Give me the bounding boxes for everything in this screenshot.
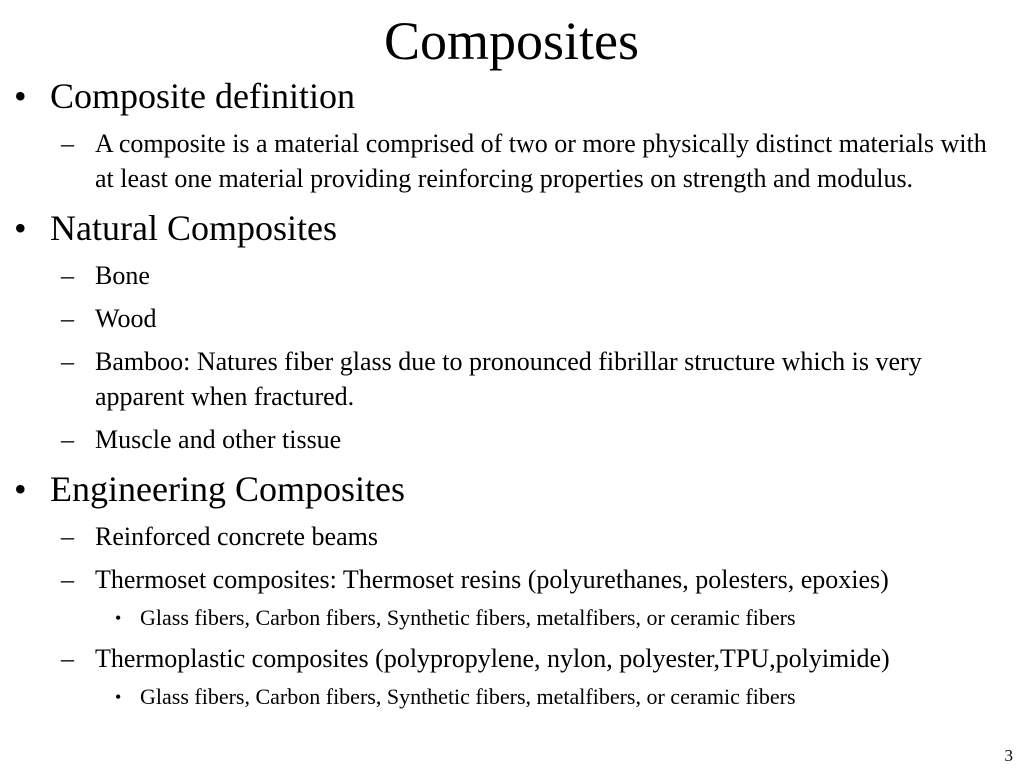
sub-bullet-text: Reinforced concrete beams bbox=[95, 522, 378, 551]
sub-bullet-text: Thermoplastic composites (polypropylene, nylon, polyester,TPU,polyimide) bbox=[95, 644, 890, 673]
bullet-engineering-composites bbox=[0, 467, 1023, 511]
sub-bullet bbox=[0, 641, 1023, 676]
sub-bullet-text: Thermoset composites: Thermoset resins (polyurethanes, polesters, epoxies) bbox=[95, 565, 889, 594]
sub-bullet-text: Bone bbox=[95, 261, 150, 290]
sub-sub-bullet-text: Glass fibers, Carbon fibers, Synthetic fibers, metalfibers, or ceramic fibers bbox=[140, 605, 796, 630]
bullet-dot-icon: • bbox=[14, 208, 27, 248]
dash-icon: – bbox=[61, 522, 74, 551]
sub-bullet bbox=[0, 258, 1023, 293]
small-bullet-dot-icon: • bbox=[115, 687, 122, 707]
bullet-dot-icon: • bbox=[14, 76, 27, 116]
sub-bullet bbox=[0, 126, 1023, 196]
page-number: 3 bbox=[1004, 746, 1013, 765]
sub-bullet bbox=[0, 301, 1023, 336]
sub-sub-bullet bbox=[0, 682, 1023, 712]
sub-sub-bullet-text: Glass fibers, Carbon fibers, Synthetic fibers, metalfibers, or ceramic fibers bbox=[140, 684, 796, 709]
dash-icon: – bbox=[61, 565, 74, 594]
sub-bullet-text: Muscle and other tissue bbox=[95, 425, 342, 454]
dash-icon: – bbox=[61, 261, 74, 290]
dash-icon: – bbox=[61, 304, 74, 333]
dash-icon: – bbox=[61, 644, 74, 673]
sub-bullet-text: A composite is a material comprised of two or more physically distinct materials with at least one material providing reinforcing properties on strength and modulus. bbox=[95, 129, 987, 193]
dash-icon: – bbox=[61, 129, 74, 158]
sub-bullet-text: Wood bbox=[95, 304, 157, 333]
sub-bullet bbox=[0, 422, 1023, 457]
dash-icon: – bbox=[61, 347, 74, 376]
bullet-heading: Engineering Composites bbox=[50, 469, 405, 509]
bullet-heading: Composite definition bbox=[50, 76, 355, 116]
bullet-natural-composites bbox=[0, 206, 1023, 250]
sub-bullet bbox=[0, 519, 1023, 554]
sub-bullet-text: Bamboo: Natures fiber glass due to pronounced fibrillar structure which is very apparent when fractured. bbox=[95, 347, 922, 411]
sub-sub-bullet bbox=[0, 603, 1023, 633]
bullet-heading: Natural Composites bbox=[50, 208, 337, 248]
slide-title: Composites bbox=[383, 11, 640, 71]
slide-content bbox=[0, 74, 1023, 712]
dash-icon: – bbox=[61, 425, 74, 454]
small-bullet-dot-icon: • bbox=[115, 608, 122, 628]
sub-bullet bbox=[0, 344, 1023, 414]
sub-bullet bbox=[0, 562, 1023, 597]
bullet-composite-definition bbox=[0, 74, 1023, 118]
bullet-dot-icon: • bbox=[14, 469, 27, 509]
